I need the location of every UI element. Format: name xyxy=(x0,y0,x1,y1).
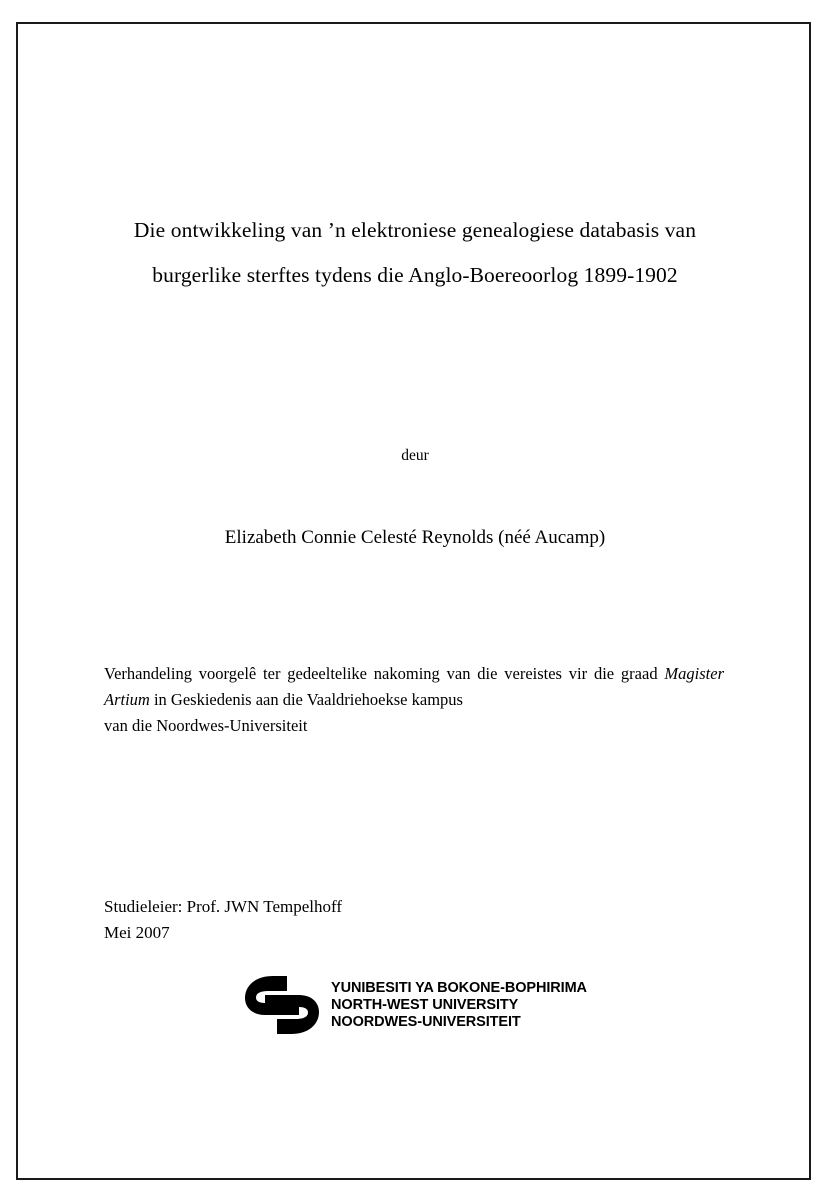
logo-text-line-3: NOORDWES-UNIVERSITEIT xyxy=(331,1013,521,1030)
logo-text-line-1: YUNIBESITI YA BOKONE-BOPHIRIMA xyxy=(331,979,587,996)
submission-text-after-degree: in Geskiedenis aan die Vaaldriehoekse kampus xyxy=(149,690,463,709)
submission-text-before-degree: Verhandeling voorgelê ter gedeeltelike nakoming van die vereistes vir die graad xyxy=(104,664,665,683)
date-line: Mei 2007 xyxy=(104,923,170,942)
logo-text-line-2: NORTH-WEST UNIVERSITY xyxy=(331,996,519,1013)
page-content xyxy=(100,22,730,1180)
supervisor-line: Studieleier: Prof. JWN Tempelhoff xyxy=(104,897,343,916)
university-logo-text xyxy=(331,980,587,1031)
by-word: deur xyxy=(401,447,429,464)
degree-name: Magister Artium xyxy=(104,664,724,709)
university-logo xyxy=(100,974,730,1036)
title-line-2: burgerlike sterftes tydens die Anglo-Boereoorlog 1899-1902 xyxy=(152,263,678,287)
submission-line-1 xyxy=(104,661,724,713)
submission-line-2: van die Noordwes-Universiteit xyxy=(104,716,308,735)
page-title xyxy=(100,208,730,298)
supervisor-block xyxy=(104,894,724,946)
title-line-1: Die ontwikkeling van ’n elektroniese genealogiese databasis van xyxy=(133,218,697,242)
submission-statement xyxy=(104,661,724,739)
north-west-university-logo-icon xyxy=(243,974,321,1036)
author-name: Elizabeth Connie Celesté Reynolds (néé Aucamp) xyxy=(224,527,606,548)
